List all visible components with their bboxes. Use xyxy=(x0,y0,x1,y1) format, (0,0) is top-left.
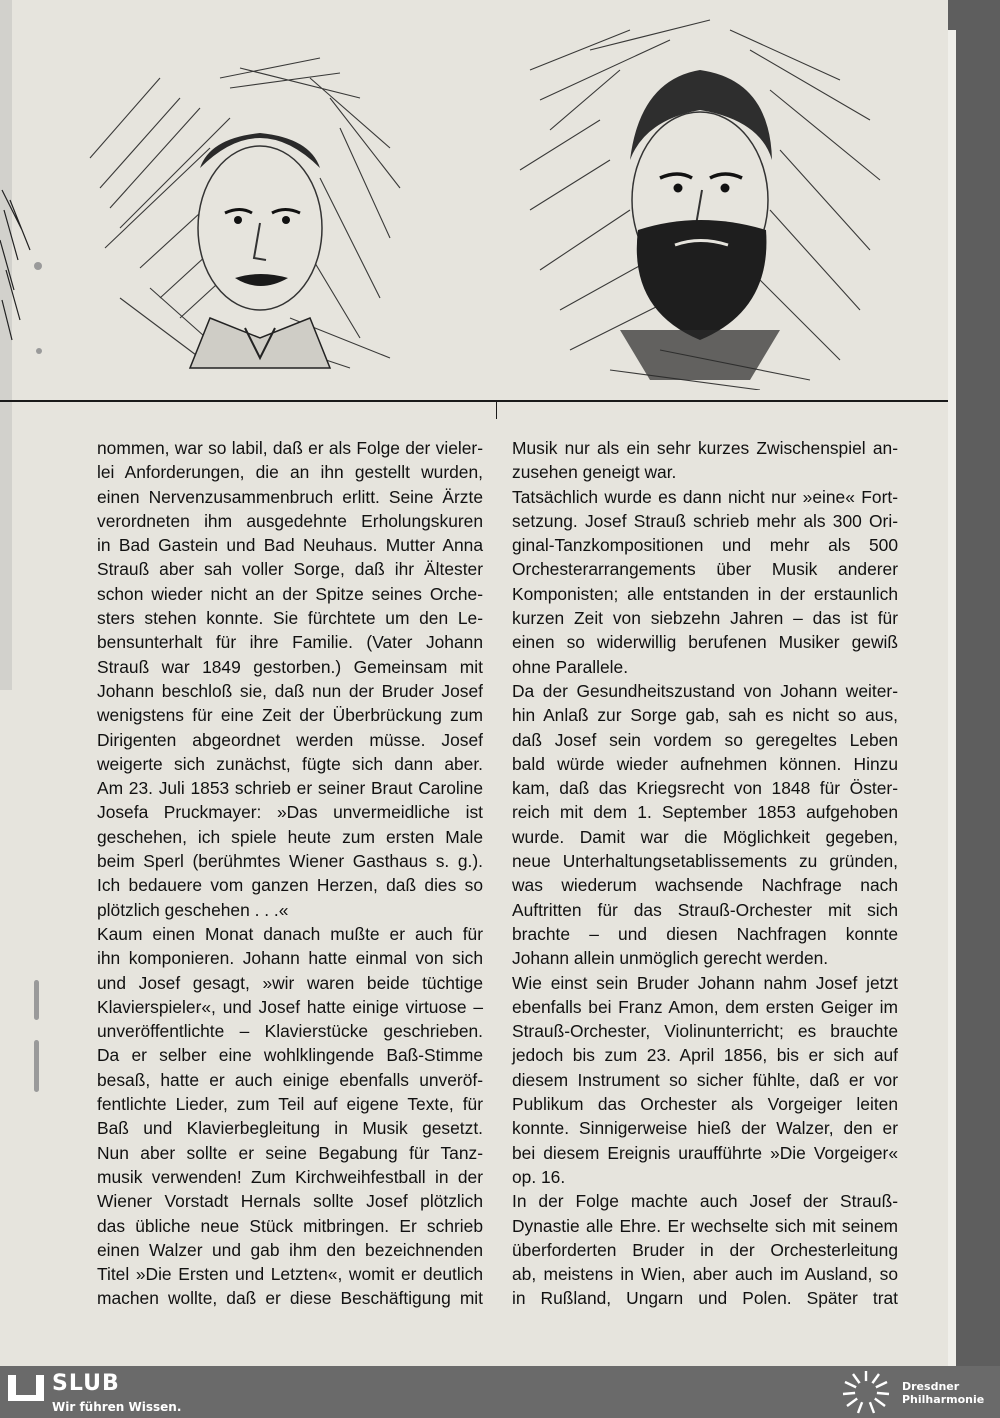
text-line: Johann beschloß sie, daß nun der Bruder Josef xyxy=(97,680,483,701)
text-line: Da er selber eine wohlklingende Baß-Stimme xyxy=(97,1045,483,1066)
text-line: diesem Instrument so sicher fühlte, daß er vor xyxy=(512,1069,898,1090)
text-line: zusehen geneigt war. xyxy=(512,462,677,483)
text-line: Komponisten; alle entstanden in der erstaunlich xyxy=(512,583,898,604)
text-line: in Rußland, Ungarn und Polen. Später trat xyxy=(512,1288,898,1309)
text-line: Ich bedauere vom ganzen Herzen, daß dies so xyxy=(97,875,483,896)
binding-stitch xyxy=(34,980,39,1020)
dresdner-philharmonie-name[interactable] xyxy=(902,1380,984,1406)
text-line: Kaum einen Monat danach mußte er auch für xyxy=(97,923,483,944)
text-line: plötzlich geschehen . . .« xyxy=(97,899,289,920)
text-line: und Josef gesagt, »wir waren beide tüchtige xyxy=(97,972,483,993)
right-text-column xyxy=(512,436,898,1311)
right-portrait-sketch xyxy=(510,10,890,390)
text-line: bensunterhalt für ihre Familie. (Vater Johann xyxy=(97,632,483,653)
text-line: op. 16. xyxy=(512,1166,566,1187)
binding-stitch xyxy=(34,262,42,270)
text-line: Johann allein unmöglich gerecht werden. xyxy=(512,948,829,969)
text-line: setzung. Josef Strauß schrieb mehr als 300 Ori- xyxy=(512,510,898,531)
text-line: schon wieder nicht an der Spitze seines Orche- xyxy=(97,583,483,604)
slub-tagline: Wir führen Wissen. xyxy=(52,1400,182,1414)
text-line: das übliche neue Stück mitbringen. Er schrieb xyxy=(97,1215,483,1236)
text-line: unveröffentlichte – Klavierstücke geschrieben. xyxy=(97,1021,483,1042)
text-line: besaß, hatte er auch einige ebenfalls unveröf- xyxy=(97,1069,483,1090)
text-line: reich mit dem 1. September 1853 aufgehoben xyxy=(512,802,898,823)
text-line: kam, daß das Kriegsrecht von 1848 für Öster- xyxy=(512,778,898,799)
slub-name[interactable]: SLUB xyxy=(52,1371,120,1396)
column-divider xyxy=(496,401,497,419)
text-line: ohne Parallele. xyxy=(512,656,629,677)
text-line: Nun aber sollte er seine Begabung für Tanz- xyxy=(97,1142,483,1163)
left-portrait-sketch xyxy=(60,38,440,378)
text-line: brachte – und diesen Nachfragen konnte xyxy=(512,923,898,944)
text-line: Josefa Pruckmayer: »Das unvermeidliche ist xyxy=(97,802,483,823)
text-line: ab, meistens in Wien, aber auch im Ausland, so xyxy=(512,1264,898,1285)
text-line: Orchesterarrangements über Musik anderer xyxy=(512,559,898,580)
text-line: jedoch bis zum 23. April 1856, bis er sich auf xyxy=(512,1045,898,1066)
text-line: neue Unterhaltungsetablissements zu gründen, xyxy=(512,851,898,872)
text-line: Da der Gesundheitszustand von Johann weiter- xyxy=(512,680,898,701)
text-line: Wiener Vorstadt Hernals sollte Josef plötzlich xyxy=(97,1191,483,1212)
text-line: Dynastie alle Ehre. Er wechselte sich mit seinem xyxy=(512,1215,898,1236)
text-line: fentlichte Lieder, zum Teil auf eigene Texte, für xyxy=(97,1094,483,1115)
text-line: musik verwenden! Zum Kirchweihfestball in der xyxy=(97,1166,483,1187)
dresdner-philharmonie-logo-icon[interactable] xyxy=(842,1370,890,1414)
text-line: Titel »Die Ersten und Letzten«, womit er deutlich xyxy=(97,1264,483,1285)
text-line: Tatsächlich wurde es dann nicht nur »eine« Fort- xyxy=(512,486,898,507)
facing-page-edge xyxy=(948,30,956,1366)
horizontal-divider xyxy=(0,400,948,402)
text-line: kurzen Zeit von siebzehn Jahren – das ist für xyxy=(512,608,898,629)
text-line: sters stehen konnte. Sie fürchtete um den Le- xyxy=(97,608,483,629)
text-line: wurde. Damit war die Möglichkeit gegeben, xyxy=(512,826,898,847)
text-line: einen Walzer und gab ihm den bezeichnenden xyxy=(97,1239,483,1260)
slub-logo-icon[interactable] xyxy=(8,1375,44,1401)
text-line: bald würde wieder aufnehmen können. Hinzu xyxy=(512,753,898,774)
text-line: weigerte sich zunächst, fügte sich dann aber. xyxy=(97,753,483,774)
text-line: Am 23. Juli 1853 schrieb er seiner Braut Caroline xyxy=(97,778,483,799)
text-line: machen wollte, daß er diese Beschäftigung mit xyxy=(97,1288,483,1309)
text-line: hin Anlaß zur Sorge gab, sah es nicht so aus, xyxy=(512,705,898,726)
left-text-column xyxy=(97,436,483,1311)
text-line: einen so widerwillig berufenen Musiker gewiß xyxy=(512,632,898,653)
text-line: ebenfalls bei Franz Amon, dem ersten Geiger im xyxy=(512,996,898,1017)
partial-sketch-left-edge xyxy=(0,170,40,350)
text-line: geschehen, ich spiele heute zum ersten Male xyxy=(97,826,483,847)
text-line: überforderten Bruder in der Orchesterleitung xyxy=(512,1239,898,1260)
partner-name-line: Philharmonie xyxy=(902,1393,985,1406)
text-line: Publikum das Orchester als Vorgeiger leiten xyxy=(512,1094,898,1115)
text-line: beim Sperl (berühmtes Wiener Gasthaus s. g.). xyxy=(97,851,483,872)
text-line: Dirigenten abgeordnet werden müsse. Josef xyxy=(97,729,483,750)
text-line: ginal-Tanzkompositionen und mehr als 500 xyxy=(512,535,898,556)
text-line: was wiederum wachsende Nachfrage nach xyxy=(512,875,898,896)
text-line: Musik nur als ein sehr kurzes Zwischenspiel an- xyxy=(512,438,898,458)
text-line: Strauß aber sah voller Sorge, daß ihr Ältester xyxy=(97,559,483,580)
text-line: ihn komponieren. Johann hatte einmal von sich xyxy=(97,948,483,969)
binding-stitch xyxy=(34,1040,39,1092)
text-line: bei diesem Ereignis uraufführte »Die Vorgeiger« xyxy=(512,1142,898,1163)
scanner-background-strip xyxy=(948,0,1000,1366)
text-line: wenigstens für eine Zeit der Überbrückung zum xyxy=(97,705,483,726)
text-line: daß Josef sein vordem so geregeltes Leben xyxy=(512,729,898,750)
text-line: Strauß war 1849 gestorben.) Gemeinsam mit xyxy=(97,656,483,677)
text-line: konnte. Sinnigerweise hieß der Walzer, den er xyxy=(512,1118,898,1139)
text-line: In der Folge machte auch Josef der Strauß- xyxy=(512,1191,898,1212)
text-line: einen Nervenzusammenbruch erlitt. Seine Ärzte xyxy=(97,486,483,507)
text-line: nommen, war so labil, daß er als Folge der vieler- xyxy=(97,438,483,458)
partner-name-line: Dresdner xyxy=(902,1380,960,1393)
text-line: Klavierspieler«, und Josef hatte einige virtuose – xyxy=(97,996,483,1017)
text-line: lei Anforderungen, die an ihn gestellt wurden, xyxy=(97,462,483,483)
binding-stitch xyxy=(36,348,42,354)
text-line: Baß und Klavierbegleitung in Musik gesetzt. xyxy=(97,1118,483,1139)
text-line: Wie einst sein Bruder Johann nahm Josef jetzt xyxy=(512,972,898,993)
text-line: Strauß-Orchester, Violinunterricht; es brauchte xyxy=(512,1021,898,1042)
text-line: Auftritten für das Strauß-Orchester mit sich xyxy=(512,899,898,920)
text-line: in Bad Gastein und Bad Neuhaus. Mutter Anna xyxy=(97,535,483,556)
text-line: verordneten ihm ausgedehnte Erholungskuren xyxy=(97,510,483,531)
